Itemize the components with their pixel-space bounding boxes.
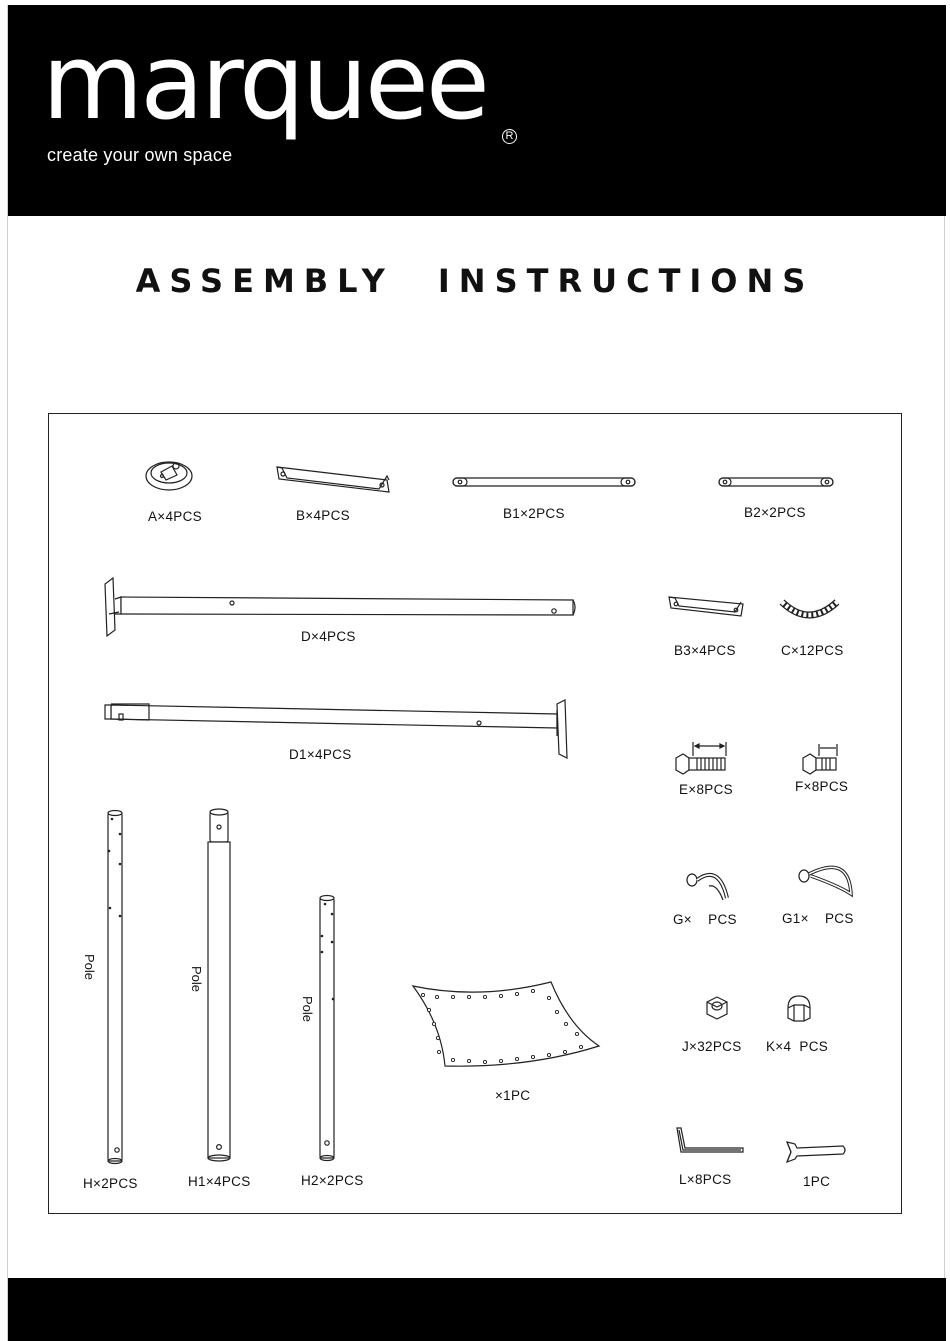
document-title: ASSEMBLY INSTRUCTIONS xyxy=(135,262,815,300)
long-bar-icon xyxy=(453,478,635,486)
part-label-b3: B3×4PCS xyxy=(674,643,736,658)
short-bolt-icon xyxy=(803,744,837,774)
wrench-icon xyxy=(787,1142,845,1162)
brand-tagline: create your own space xyxy=(47,145,233,165)
bracket-icon xyxy=(277,467,389,492)
part-label-h: H×2PCS xyxy=(83,1176,138,1191)
small-bracket-icon xyxy=(669,597,743,616)
brand-logo: marquee xyxy=(42,21,487,143)
part-label-g1: G1× PCS xyxy=(782,911,854,926)
part-label-g: G× PCS xyxy=(673,912,737,927)
part-label-b: B×4PCS xyxy=(296,508,350,523)
pole-label-h: Pole xyxy=(82,954,97,981)
registered-mark-icon: R xyxy=(502,129,517,144)
part-label-j: J×32PCS xyxy=(682,1039,742,1054)
part-label-h1: H1×4PCS xyxy=(188,1174,251,1189)
pole-h1-icon xyxy=(208,809,230,1161)
long-bolt-icon xyxy=(676,742,726,774)
hook-icon xyxy=(687,874,727,900)
part-label-wrench: 1PC xyxy=(803,1174,831,1189)
pole-label-h1: Pole xyxy=(189,966,204,993)
pole-h2-icon xyxy=(320,896,334,1161)
allen-key-icon xyxy=(677,1128,743,1152)
part-label-d1: D1×4PCS xyxy=(289,747,352,762)
part-label-k: K×4 PCS xyxy=(766,1039,829,1054)
hex-nut-icon xyxy=(707,997,727,1019)
arm-pole-icon xyxy=(105,578,575,636)
part-label-b1: B1×2PCS xyxy=(503,506,565,521)
base-plate-icon xyxy=(146,462,192,490)
short-bar-icon xyxy=(719,478,833,486)
part-label-c: C×12PCS xyxy=(781,643,844,658)
part-label-d: D×4PCS xyxy=(301,629,356,644)
part-label-e: E×8PCS xyxy=(679,782,733,797)
pole-h-icon xyxy=(108,811,122,1164)
part-label-f: F×8PCS xyxy=(795,779,849,794)
part-label-a: A×4PCS xyxy=(148,509,202,524)
loop-hook-icon xyxy=(799,867,851,894)
part-label-l: L×8PCS xyxy=(679,1172,732,1187)
parts-drawing xyxy=(49,414,903,1215)
part-label-canopy: ×1PC xyxy=(495,1088,531,1103)
parts-panel xyxy=(48,413,902,1214)
shade-sail-icon xyxy=(413,982,599,1066)
footer-band xyxy=(8,1278,946,1341)
pole-label-h2: Pole xyxy=(300,996,315,1023)
cap-nut-icon xyxy=(788,996,810,1021)
part-label-h2: H2×2PCS xyxy=(301,1173,364,1188)
chain-icon xyxy=(782,602,837,615)
part-label-b2: B2×2PCS xyxy=(744,505,806,520)
